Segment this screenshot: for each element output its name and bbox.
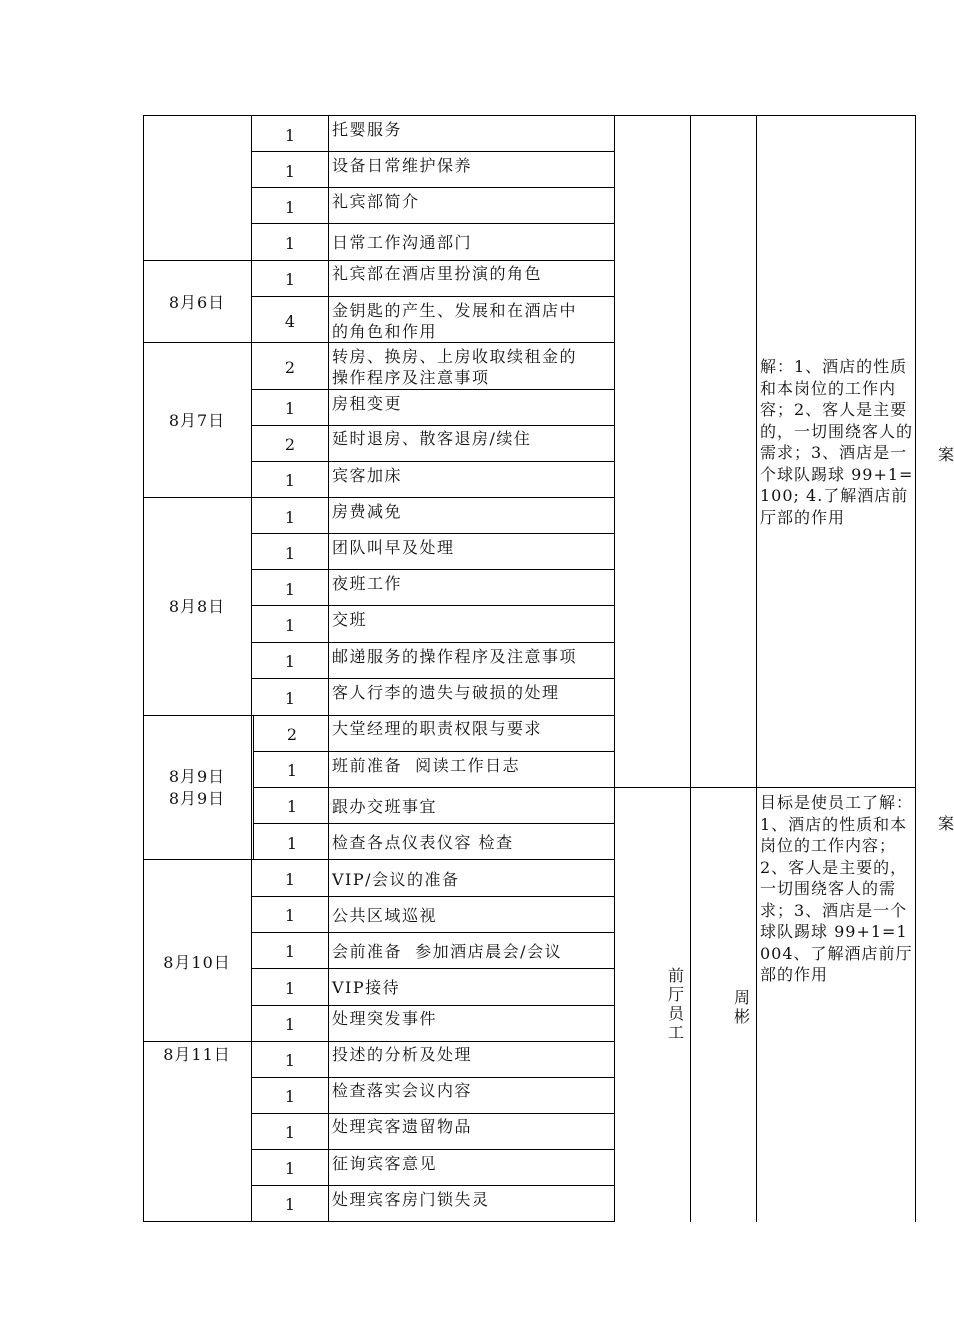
training-item: 客人行李的遗失与破损的处理	[332, 683, 560, 702]
row-number: 1	[286, 761, 298, 780]
row-line	[251, 533, 614, 534]
training-item: 邮递服务的操作程序及注意事项	[332, 647, 578, 666]
row-line	[143, 1041, 614, 1042]
row-line	[251, 296, 614, 297]
training-item: 礼宾部在酒店里扮演的角色	[332, 264, 543, 283]
row-line	[251, 425, 614, 426]
date-cell: 8月6日	[168, 293, 226, 312]
training-item: 班前准备 阅读工作日志	[332, 756, 521, 775]
row-number: 2	[284, 435, 296, 454]
training-item: 设备日常维护保养	[332, 156, 473, 175]
date-cell: 8月9日	[168, 789, 226, 808]
training-item: 房费减免	[332, 502, 403, 521]
training-item: 房租变更	[332, 394, 403, 413]
training-item: VIP/会议的准备	[332, 870, 460, 889]
row-number: 1	[284, 979, 296, 998]
row-line	[253, 823, 614, 824]
row-line	[253, 787, 915, 788]
row-line	[251, 896, 614, 897]
col-line-person	[756, 115, 757, 1222]
training-item: 宾客加床	[332, 466, 403, 485]
row-line	[143, 715, 614, 716]
training-item: 夜班工作	[332, 574, 403, 593]
training-item: 日常工作沟通部门	[332, 233, 473, 252]
date-cell: 8月10日	[163, 953, 231, 972]
row-number: 1	[284, 126, 296, 145]
row-line	[251, 389, 614, 390]
training-item: 会前准备 参加酒店晨会/会议	[332, 942, 563, 961]
date-cell: 8月11日	[163, 1045, 231, 1064]
row-line	[251, 932, 614, 933]
col-line-note	[915, 115, 916, 1222]
row-line	[143, 497, 614, 498]
training-item: 处理突发事件	[332, 1009, 438, 1028]
row-line	[251, 569, 614, 570]
objective-note: 目标是使员工了解：1、酒店的性质和本岗位的工作内容；2、客人是主要的，一切围绕客人的需求；3、酒店是一个球队踢球 99+1=1004、了解酒店前厅部的作用	[760, 793, 914, 984]
row-number: 1	[284, 580, 296, 599]
row-number: 1	[284, 616, 296, 635]
row-line	[251, 968, 614, 969]
training-item: 交班	[332, 610, 368, 629]
row-number: 1	[284, 906, 296, 925]
col-line-item	[614, 115, 615, 1222]
col-line-num	[328, 115, 329, 1222]
training-item: 检查落实会议内容	[332, 1081, 473, 1100]
row-number: 1	[286, 834, 298, 853]
row-number: 1	[284, 1051, 296, 1070]
training-item: VIP接待	[332, 978, 401, 997]
row-line	[253, 751, 614, 752]
row-line	[251, 1149, 614, 1150]
row-number: 1	[284, 1015, 296, 1034]
training-item: 大堂经理的职责权限与要求	[332, 719, 543, 738]
row-number: 1	[284, 270, 296, 289]
row-number: 1	[284, 942, 296, 961]
training-item-cont: 操作程序及注意事项	[332, 368, 490, 387]
training-item: 征询宾客意见	[332, 1154, 438, 1173]
row-line	[251, 223, 614, 224]
row-number: 1	[284, 198, 296, 217]
date-cell: 8月8日	[168, 597, 226, 616]
row-number: 2	[286, 725, 298, 744]
training-item: 金钥匙的产生、发展和在酒店中	[332, 301, 578, 320]
table-border-top	[143, 115, 915, 116]
date-cell: 8月7日	[168, 411, 226, 430]
training-item: 检查各点仪表仪容 检查	[332, 833, 514, 852]
row-line	[251, 1185, 614, 1186]
training-item-cont: 的角色和作用	[332, 322, 438, 341]
row-line	[251, 187, 614, 188]
training-item: 转房、换房、上房收取续租金的	[332, 347, 578, 366]
row-number: 1	[284, 234, 296, 253]
row-number: 1	[284, 870, 296, 889]
training-item: 延时退房、散客退房/续住	[332, 429, 532, 448]
training-item: 公共区域巡视	[332, 906, 438, 925]
edge-glyph: 案	[938, 814, 954, 833]
row-number: 1	[284, 652, 296, 671]
row-line	[251, 605, 614, 606]
objective-note: 解：1、酒店的性质和本岗位的工作内容；2、客人是主要的，一切围绕客人的需求；3、酒店是一个球队踢球 99+1=100; 4.了解酒店前厅部的作用	[760, 357, 914, 527]
row-number: 1	[284, 689, 296, 708]
row-number: 1	[284, 162, 296, 181]
training-item: 跟办交班事宜	[332, 797, 438, 816]
row-number: 4	[284, 312, 296, 331]
training-item: 处理宾客房门锁失灵	[332, 1190, 490, 1209]
date-cell: 8月9日	[168, 767, 226, 786]
row-line	[251, 1005, 614, 1006]
person-label: 周彬	[733, 988, 750, 1026]
training-item: 礼宾部简介	[332, 192, 420, 211]
row-number: 1	[284, 399, 296, 418]
col-line-dept	[690, 115, 691, 1222]
row-line	[251, 1077, 614, 1078]
training-item: 投述的分析及处理	[332, 1045, 473, 1064]
edge-glyph: 案	[938, 445, 954, 464]
training-item: 处理宾客遗留物品	[332, 1117, 473, 1136]
row-number: 1	[284, 1123, 296, 1142]
row-number: 1	[284, 1195, 296, 1214]
row-number: 1	[284, 1087, 296, 1106]
row-number: 1	[284, 1159, 296, 1178]
row-line	[143, 859, 614, 860]
row-line	[143, 260, 614, 261]
training-item: 托婴服务	[332, 120, 403, 139]
table-border-bottom	[143, 1221, 614, 1222]
row-number: 1	[284, 471, 296, 490]
row-line	[251, 678, 614, 679]
row-number: 2	[284, 358, 296, 377]
row-line	[251, 461, 614, 462]
row-line	[143, 342, 614, 343]
row-number: 1	[284, 508, 296, 527]
row-number: 1	[286, 797, 298, 816]
row-line	[251, 151, 614, 152]
row-line	[251, 1113, 614, 1114]
department-label: 前厅员工	[667, 966, 684, 1042]
training-item: 团队叫早及处理	[332, 538, 455, 557]
row-line	[251, 642, 614, 643]
row-number: 1	[284, 544, 296, 563]
